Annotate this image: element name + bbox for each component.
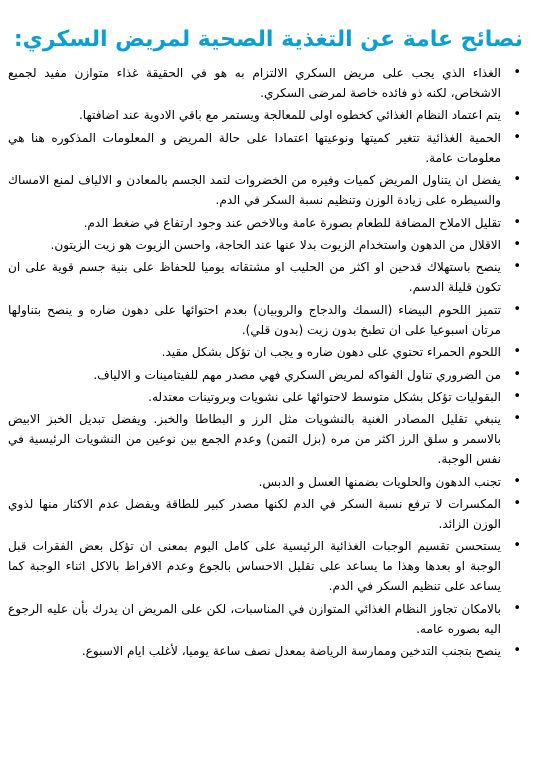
advice-text: البقوليات تؤكل بشكل متوسط لاحتوائها على نشويات وبروتينات معتدله. <box>148 389 501 404</box>
advice-item <box>8 641 527 661</box>
advice-text: يتم اعتماد النظام الغذائي كخطوه اولى للمعالجة ويستمر مع باقي الادوية عند اضافتها. <box>78 108 501 123</box>
bullet-icon: • <box>513 344 521 360</box>
bullet-icon: • <box>513 538 521 554</box>
advice-text: اللحوم الحمراء تحتوي على دهون ضاره و يجب ان تؤكل بشكل مقيد. <box>161 345 501 360</box>
bullet-icon: • <box>513 259 521 275</box>
advice-text: ينبغي تقليل المصادر الغنية بالنشويات مثل الرز و البطاطا والخبز. ويفضل تبديل الخبز الابيض بالاسمر و سلق الرز اكثر من مره (بزل التمن) وعدم الجمع بين نوعين من النشويات الرئيسية في نفس الوجبة. <box>8 412 501 467</box>
advice-text: ينصح بتجنب التدخين وممارسة الرياضة بمعدل نصف ساعة يوميا، لأغلب ايام الاسبوع. <box>81 644 501 659</box>
advice-text: من الضروري تناول الفواكه لمريض السكري فهي مصدر مهم للفيتامينات و الالياف. <box>93 367 501 382</box>
advice-item <box>8 494 527 534</box>
bullet-icon: • <box>513 214 521 230</box>
advice-text: يستحسن تقسيم الوجبات الغذائية الرئيسية على كامل اليوم بمعنى ان تؤكل بعض الفقرات قبل الوجبة او بعدها وهذا ما يساعد على تقليل الاحساس بالجوع وعدم الافراط بالاكل اثناء الوجبة كما يساعد على تنظيم السكر في الدم. <box>8 539 501 594</box>
advice-item <box>8 387 527 407</box>
bullet-icon: • <box>513 236 521 252</box>
advice-item <box>8 536 527 596</box>
bullet-icon: • <box>513 65 521 80</box>
bullet-icon: • <box>513 107 521 123</box>
advice-text: الاقلال من الدهون واستخدام الزيوت بدلا عنها عند الحاجة، واحسن الزيوت هو زيت الزيتون. <box>50 237 501 252</box>
bullet-icon: • <box>513 366 521 382</box>
bullet-icon: • <box>513 388 521 404</box>
advice-item <box>8 170 527 210</box>
advice-item <box>8 63 527 103</box>
bullet-icon: • <box>513 301 521 317</box>
advice-text: تتميز اللحوم البيضاء (السمك والدجاج والروبيان) بعدم احتوائها على دهون ضاره و ينصح بتناولها مرتان اسبوعيا على ان تطبخ بدون زيت (بدون قلي). <box>8 302 501 337</box>
advice-text: تقليل الاملاح المضافة للطعام بصورة عامة وبالاخص عند وجود ارتفاع في ضغط الدم. <box>83 215 501 230</box>
advice-item <box>8 472 527 492</box>
advice-item <box>8 342 527 362</box>
advice-text: يفضل ان يتناول المريض كميات وفيره من الخضروات لتمد الجسم بالمعادن و الالياف لمنع الامساك والسيطره على زيادة الوزن وتنظيم نسبة السكر في الدم. <box>8 173 501 208</box>
advice-text: بالامكان تجاوز النظام الغذائي المتوازن في المناسبات، لكن على المريض ان يدرك بأن عليه الرجوع اليه بصوره عامه. <box>8 601 501 636</box>
advice-item <box>8 213 527 233</box>
advice-text: تجنب الدهون والحلويات بضمنها العسل و الدبس. <box>258 474 501 489</box>
advice-item <box>8 365 527 385</box>
advice-item <box>8 300 527 340</box>
bullet-icon: • <box>513 172 521 188</box>
advice-text: المكسرات لا ترفع نسبة السكر في الدم لكنها مصدر كبير للطاقة ويفضل عدم الاكثار منها لذوي الوزن الزائد. <box>8 497 501 532</box>
bullet-icon: • <box>513 600 521 616</box>
bullet-icon: • <box>513 496 521 512</box>
advice-text: ينصح باستهلاك قدحين او اكثر من الحليب او مشتقاته يوميا للحفاظ على بنية جسم قوية على ان تكون قليلة الدسم. <box>8 260 501 295</box>
advice-item <box>8 599 527 639</box>
bullet-icon: • <box>513 643 521 659</box>
bullet-icon: • <box>513 473 521 489</box>
advice-item <box>8 105 527 125</box>
advice-item <box>8 409 527 469</box>
bullet-icon: • <box>513 129 521 145</box>
advice-text: الحمية الغذائية تتغير كميتها ونوعيتها اعتمادا على حالة المريض و المعلومات المذكوره هنا هي معلومات عامة. <box>8 130 501 165</box>
advice-list <box>8 63 527 661</box>
bullet-icon: • <box>513 411 521 427</box>
document-title: نصائح عامة عن التغذية الصحية لمريض السكري: <box>13 27 523 52</box>
advice-text: الغذاء الذي يجب على مريض السكري الالتزام به هو في الحقيقة غذاء متوازن مفيد لجميع الاشخاص، لكنه ذو فائده خاصة لمرضى السكري. <box>8 66 501 100</box>
advice-item <box>8 257 527 297</box>
advice-item <box>8 128 527 168</box>
advice-item <box>8 235 527 255</box>
